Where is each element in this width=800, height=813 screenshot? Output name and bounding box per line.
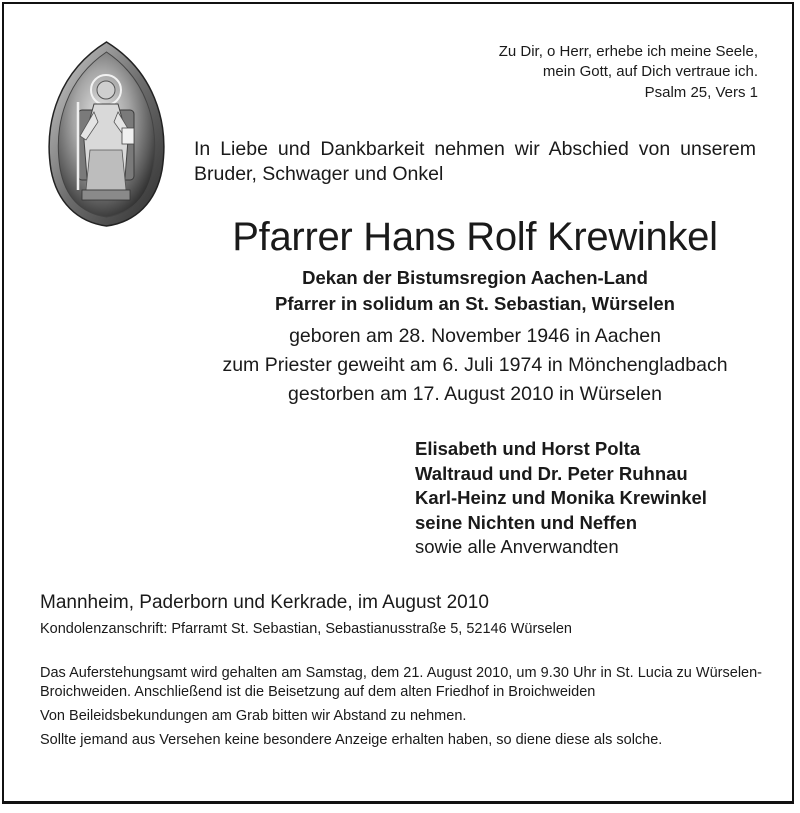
mourners-extra: sowie alle Anverwandten	[415, 536, 619, 557]
intro-text: In Liebe und Dankbarkeit nehmen wir Abschied von unserem Bruder, Schwager und Onkel	[194, 138, 756, 185]
enthroned-christ-mandorla-icon	[44, 40, 169, 228]
deceased-title-1: Dekan der Bistumsregion Aachen-Land	[302, 267, 648, 288]
deceased-name: Pfarrer Hans Rolf Krewinkel	[232, 215, 718, 259]
ordination-line: zum Priester geweiht am 6. Juli 1974 in Mönchengladbach	[222, 354, 728, 376]
death-line: gestorben am 17. August 2010 in Würselen	[288, 383, 662, 405]
mourner-entry: Waltraud und Dr. Peter Ruhnau	[415, 462, 688, 484]
deceased-title-2: Pfarrer in solidum an St. Sebastian, Würselen	[275, 293, 675, 314]
psalm-line-1: Zu Dir, o Herr, erhebe ich meine Seele,	[498, 43, 758, 60]
service-notes	[40, 664, 762, 755]
psalm-reference: Psalm 25, Vers 1	[644, 84, 758, 101]
service-info: Das Auferstehungsamt wird gehalten am Samstag, dem 21. August 2010, um 9.30 Uhr in St. Lucia zu Würselen-Broichweiden. Anschließend ist die Beisetzung auf dem alten Friedhof in Broichweiden	[40, 665, 762, 700]
place-date: Mannheim, Paderborn und Kerkrade, im August 2010	[40, 592, 489, 613]
psalm-line-2: mein Gott, auf Dich vertraue ich.	[542, 63, 758, 80]
psalm-quote	[398, 42, 758, 103]
birth-line: geboren am 28. November 1946 in Aachen	[289, 325, 661, 347]
mourners-list	[415, 437, 707, 560]
notice-note: Sollte jemand aus Versehen keine besondere Anzeige erhalten haben, so diene diese als solche.	[40, 732, 663, 748]
mourner-entry: Karl-Heinz und Monika Krewinkel	[415, 487, 707, 508]
mourner-entry: seine Nichten und Neffen	[415, 511, 638, 533]
mourner-entry: Elisabeth und Horst Polta	[415, 438, 641, 459]
condolence-address: Kondolenzanschrift: Pfarramt St. Sebastian, Sebastianusstraße 5, 52146 Würselen	[40, 621, 572, 637]
no-condolences-note: Von Beileidsbekundungen am Grab bitten wir Abstand zu nehmen.	[40, 708, 467, 724]
